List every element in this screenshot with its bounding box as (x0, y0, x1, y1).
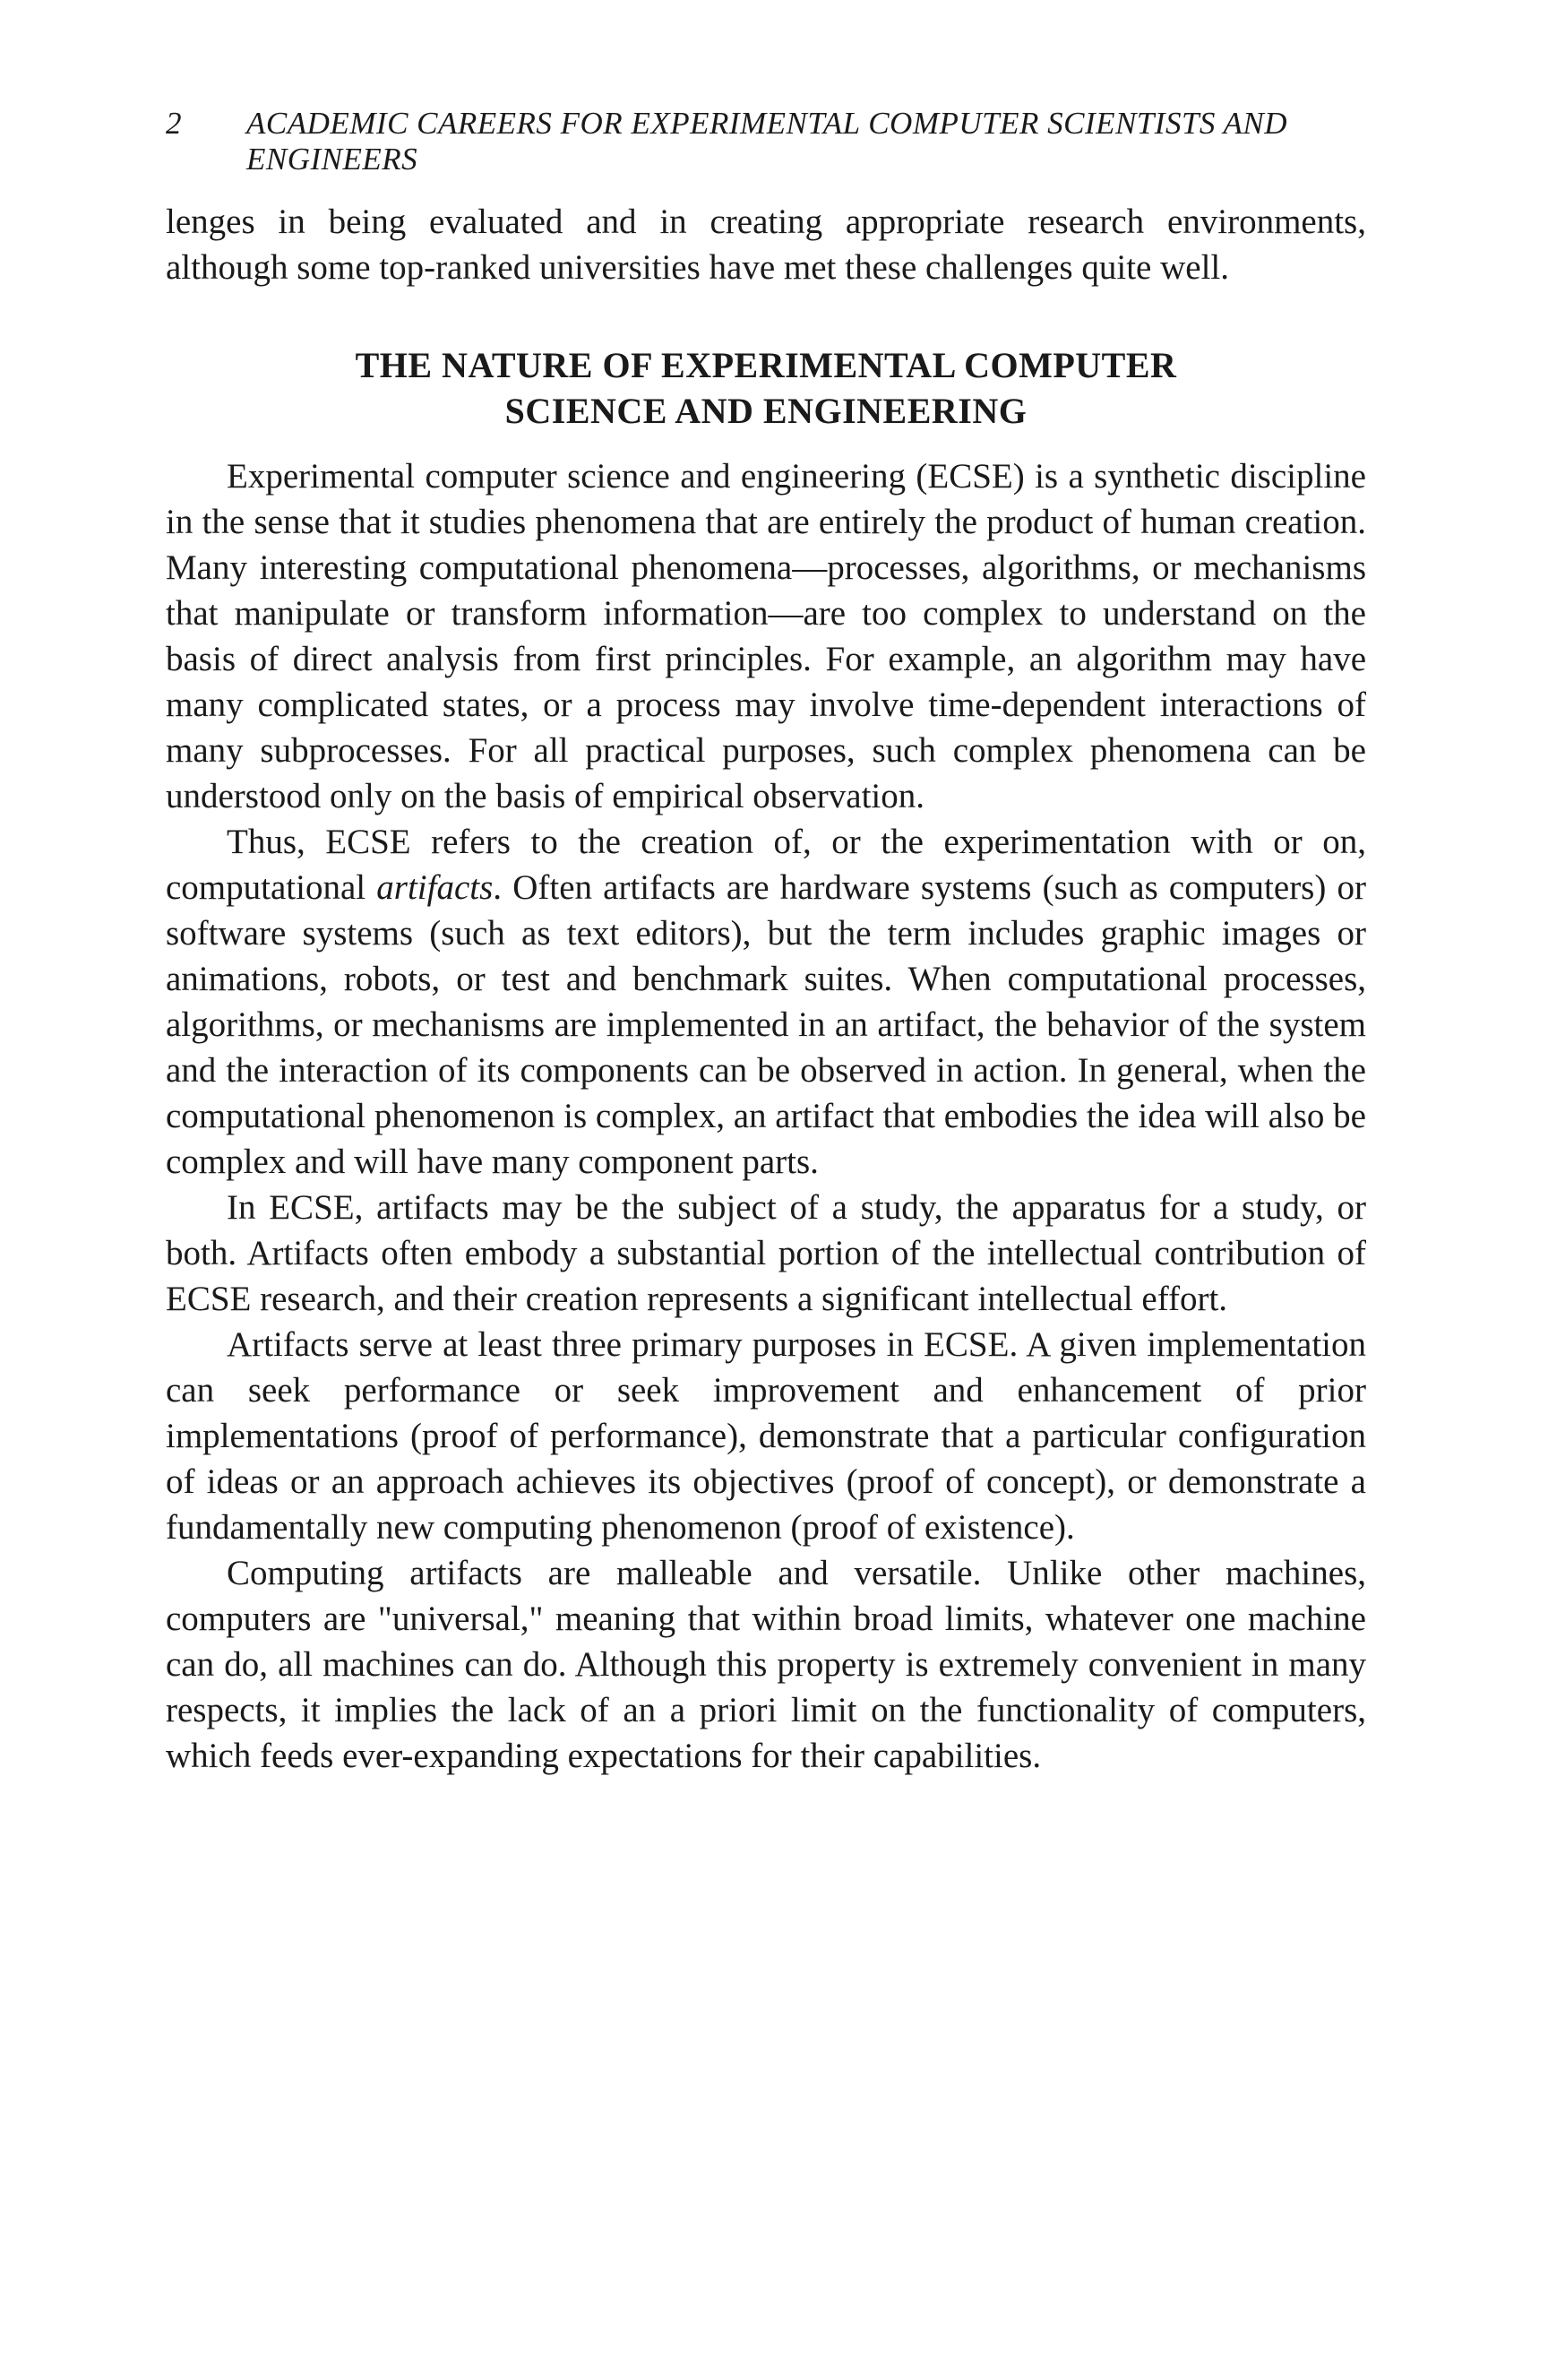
continued-paragraph: lenges in being evaluated and in creating appropriate research environments, although some top-ranked universities have met these challenges quite well. (166, 203, 1366, 287)
paragraph-2-lead: Thus, ECSE refers to the creation of, or the experimentation with or on, computational (166, 823, 1366, 907)
section-heading-line-2: SCIENCE AND ENGINEERING (504, 391, 1028, 431)
section-heading-line-1: THE NATURE OF EXPERIMENTAL COMPUTER (355, 345, 1177, 385)
paragraph-3: In ECSE, artifacts may be the subject of a study, the apparatus for a study, or both. Artifacts often embody a substantial portion of the intellectual contribution of ECSE research, and their creation represents a significant intellectual effort. (166, 1188, 1366, 1318)
section-heading (166, 342, 1366, 434)
paragraph-4: Artifacts serve at least three primary purposes in ECSE. A given implementation can seek performance or seek improvement and enhancement of prior implementations (proof of performance), demonstrate that a particular configuration of ideas or an approach achieves its objectives (proof of concept), or demonstrate a fundamentally new computing phenomenon (proof of existence). (166, 1325, 1366, 1547)
page (166, 106, 1366, 1779)
paragraph-2-rest: . Often artifacts are hardware systems (such as computers) or software systems (such as text editors), but the term includes graphic images or animations, robots, or test and benchmark suites. When computational processes, algorithms, or mechanisms are implemented in an artifact, the behavior of the system and the interaction of its components can be observed in action. In general, when the computational phenomenon is complex, an artifact that embodies the idea will also be complex and will have many component parts. (166, 868, 1367, 1181)
running-head (166, 106, 1366, 177)
paragraph-5: Computing artifacts are malleable and versatile. Unlike other machines, computers are "universal," meaning that within broad limits, whatever one machine can do, all machines can do. Although this property is extremely convenient in many respects, it implies the lack of an a priori limit on the functionality of computers, which feeds ever-expanding expectations for their capabilities. (166, 1554, 1366, 1775)
paragraph-2 (166, 819, 1366, 1185)
body-text (166, 199, 1366, 1779)
paragraph-2-italic-term: artifacts (376, 868, 494, 907)
page-number: 2 (166, 106, 182, 141)
running-head-title: ACADEMIC CAREERS FOR EXPERIMENTAL COMPUTER SCIENTISTS AND ENGINEERS (246, 106, 1288, 177)
paragraph-1: Experimental computer science and engineering (ECSE) is a synthetic discipline in the sense that it studies phenomena that are entirely the product of human creation. Many interesting computational phenomena—processes, algorithms, or mechanisms that manipulate or transform information—are too complex to understand on the basis of direct analysis from first principles. For example, an algorithm may have many complicated states, or a process may involve time-dependent interactions of many subprocesses. For all practical purposes, such complex phenomena can be understood only on the basis of empirical observation. (166, 457, 1366, 815)
